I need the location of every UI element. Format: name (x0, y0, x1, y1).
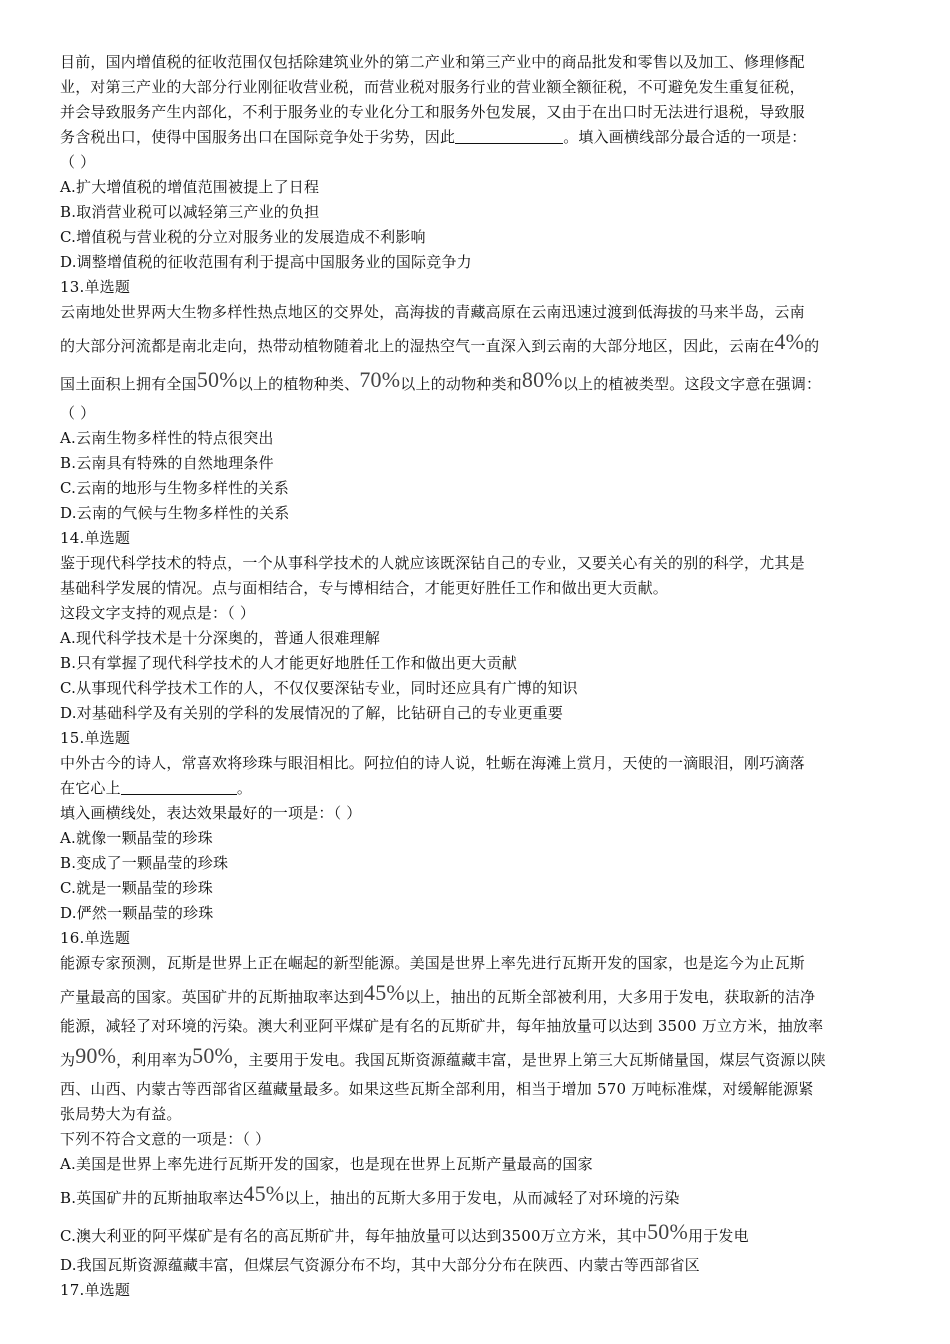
option-d[interactable]: D.我国瓦斯资源蕴藏丰富，但煤层气资源分布不均，其中大部分分布在陕西、内蒙古等西部省区 (60, 1256, 700, 1274)
q15-text-line (60, 776, 892, 801)
option-a[interactable]: A.扩大增值税的增值范围被提上了日程 (60, 178, 320, 196)
answer-paren: （ ） (60, 404, 96, 422)
q13-text-part: 的大部分河流都是南北走向，热带动植物随着北上的湿热空气一直深入到云南的大部分地区，因此，云南在 (60, 337, 775, 355)
q16-text-part: 产量最高的国家。英国矿井的瓦斯抽取率达到 (60, 988, 365, 1006)
percent-value: 50% (196, 367, 238, 392)
question-12 (60, 50, 892, 275)
option-b[interactable]: B.取消营业税可以减轻第三产业的负担 (60, 203, 320, 221)
q13-text-part: 国土面积上拥有全国 (60, 375, 197, 393)
option-a[interactable]: A.现代科学技术是十分深奥的，普通人很难理解 (60, 629, 381, 647)
q16-text-line: 西、山西、内蒙古等西部省区蕴藏量最多。如果这些瓦斯全部利用，相当于增加 570 万吨标准煤，对缓解能源紧 (60, 1080, 814, 1098)
question-header: 13.单选题 (60, 278, 131, 296)
option-b[interactable]: B.云南具有特殊的自然地理条件 (60, 454, 274, 472)
option-b[interactable]: B.变成了一颗晶莹的珍珠 (60, 854, 229, 872)
percent-value: 45% (243, 1181, 285, 1206)
option-b[interactable] (60, 1177, 892, 1215)
option-a[interactable]: A.美国是世界上率先进行瓦斯开发的国家，也是现在世界上瓦斯产量最高的国家 (60, 1155, 593, 1173)
option-d[interactable]: D.调整增值税的征收范围有利于提高中国服务业的国际竞争力 (60, 253, 472, 271)
q16-text-line (60, 1039, 892, 1077)
option-c[interactable] (60, 1215, 892, 1253)
question-header: 16.单选题 (60, 929, 131, 947)
percent-value: 80% (521, 367, 563, 392)
q16-text-line: 能源专家预测，瓦斯是世界上正在崛起的新型能源。美国是世界上率先进行瓦斯开发的国家，也是迄今为止瓦斯 (60, 954, 805, 972)
q14-text-line: 基础科学发展的情况。点与面相结合，专与博相结合，才能更好胜任工作和做出更大贡献。 (60, 579, 669, 597)
q13-text-part: 以上的植物种类、 (237, 375, 360, 393)
q13-text-line: 云南地处世界两大生物多样性热点地区的交界处，高海拔的青藏高原在云南迅速过渡到低海拔的马来半岛，云南 (60, 303, 805, 321)
q16-text-line (60, 976, 892, 1014)
q15-text-line: 中外古今的诗人，常喜欢将珍珠与眼泪相比。阿拉伯的诗人说，牡蛎在海滩上赏月，天使的一滴眼泪，刚巧滴落 (60, 754, 805, 772)
q12-text-line: 业，对第三产业的大部分行业刚征收营业税，而营业税对服务行业的营业额全额征税，不可避免发生重复征税， (60, 78, 805, 96)
q16-text-part: 以上，抽出的瓦斯全部被利用，大多用于发电，获取新的洁净 (404, 988, 816, 1006)
q12-text-part: 。填入画横线部分最合适的一项是： (563, 128, 807, 146)
option-d[interactable]: D.俨然一颗晶莹的珍珠 (60, 904, 214, 922)
q16-text-part: ，利用率为 (116, 1051, 193, 1069)
q13-text-part: 的 (804, 337, 820, 355)
question-17 (60, 1278, 892, 1303)
q15-text-part: 在它心上 (60, 779, 121, 797)
question-header: 15.单选题 (60, 729, 131, 747)
option-c[interactable]: C.就是一颗晶莹的珍珠 (60, 879, 213, 897)
q14-prompt: 这段文字支持的观点是：（ ） (60, 604, 256, 622)
option-c[interactable]: C.从事现代科学技术工作的人，不仅仅要深钻专业，同时还应具有广博的知识 (60, 679, 578, 697)
option-text-part: 以上，抽出的瓦斯大多用于发电，从而减轻了对环境的污染 (284, 1189, 680, 1207)
option-text-part: B.英国矿井的瓦斯抽取率达 (60, 1189, 244, 1207)
exam-page (60, 50, 892, 1303)
option-text-part: 用于发电 (688, 1227, 749, 1245)
percent-value: 50% (647, 1219, 689, 1244)
q16-text-part: 为 (60, 1051, 76, 1069)
option-b[interactable]: B.只有掌握了现代科学技术的人才能更好地胜任工作和做出更大贡献 (60, 654, 517, 672)
q15-prompt: 填入画横线处，表达效果最好的一项是：（ ） (60, 804, 362, 822)
fill-blank (455, 127, 563, 144)
q12-text-line (60, 125, 892, 150)
q13-text-line (60, 325, 892, 363)
q16-text-part: ，主要用于发电。我国瓦斯资源蕴藏丰富，是世界上第三大瓦斯储量国，煤层气资源以陕 (233, 1051, 826, 1069)
q12-text-line: 目前，国内增值税的征收范围仅包括除建筑业外的第二产业和第三产业中的商品批发和零售以及加工、修理修配 (60, 53, 805, 71)
q14-text-line: 鉴于现代科学技术的特点，一个从事科学技术的人就应该既深钻自己的专业，又要关心有关的别的科学，尤其是 (60, 554, 805, 572)
question-header: 17.单选题 (60, 1281, 131, 1299)
percent-value: 70% (359, 367, 401, 392)
question-header: 14.单选题 (60, 529, 131, 547)
percent-value: 4% (774, 329, 805, 354)
option-a[interactable]: A.就像一颗晶莹的珍珠 (60, 829, 213, 847)
q16-prompt: 下列不符合文意的一项是：（ ） (60, 1130, 271, 1148)
percent-value: 45% (364, 980, 405, 1005)
q12-text-line: 并会导致服务产生内部化，不利于服务业的专业化分工和服务外包发展，又由于在出口时无法进行退税，导致服 (60, 103, 805, 121)
q12-text-part: 务含税出口，使得中国服务出口在国际竞争处于劣势，因此 (60, 128, 456, 146)
option-c[interactable]: C.云南的地形与生物多样性的关系 (60, 479, 289, 497)
question-16 (60, 926, 892, 1278)
q13-text-part: 以上的植被类型。这段文字意在强调： (562, 375, 822, 393)
option-d[interactable]: D.云南的气候与生物多样性的关系 (60, 504, 290, 522)
option-text-part: C.澳大利亚的阿平煤矿是有名的高瓦斯矿井，每年抽放量可以达到3500万立方米，其中 (60, 1227, 648, 1245)
q13-text-part: 以上的动物种类和 (400, 375, 522, 393)
q15-text-part: 。 (236, 779, 253, 797)
fill-blank (121, 778, 237, 795)
percent-value: 50% (192, 1043, 234, 1068)
answer-paren: （ ） (60, 153, 96, 171)
question-13 (60, 275, 892, 526)
q16-text-line: 能源，减轻了对环境的污染。澳大利亚阿平煤矿是有名的瓦斯矿井，每年抽放量可以达到 3500 万立方米，抽放率 (60, 1017, 824, 1035)
option-d[interactable]: D.对基础科学及有关别的学科的发展情况的了解，比钻研自己的专业更重要 (60, 704, 564, 722)
q13-text-line (60, 363, 892, 401)
percent-value: 90% (75, 1043, 117, 1068)
option-c[interactable]: C.增值税与营业税的分立对服务业的发展造成不利影响 (60, 228, 426, 246)
option-a[interactable]: A.云南生物多样性的特点很突出 (60, 429, 274, 447)
question-14 (60, 526, 892, 726)
q16-text-line: 张局势大为有益。 (60, 1105, 182, 1123)
question-15 (60, 726, 892, 926)
